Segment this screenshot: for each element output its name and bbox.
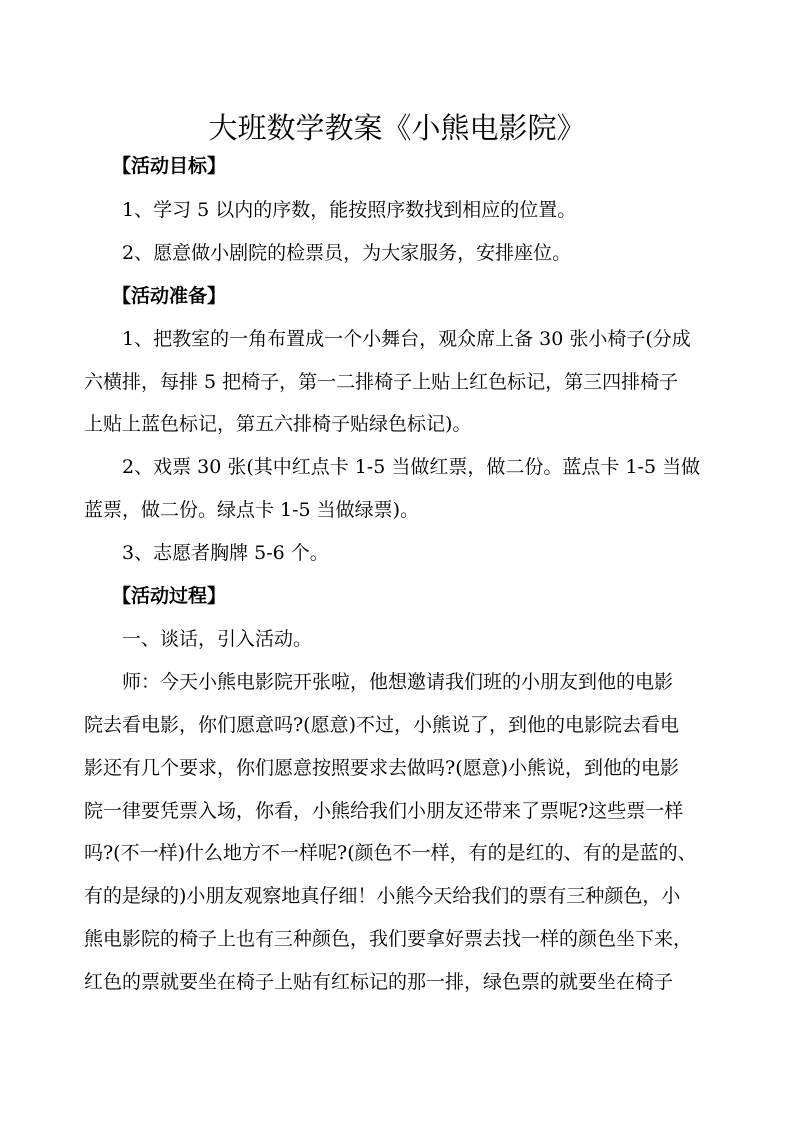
process-paragraph-line-5: 吗?(不一样)什么地方不一样呢?(颜色不一样，有的是红的、有的是蓝的、 [84, 842, 697, 864]
prep-item-1-line-3: 上贴上蓝色标记，第五六排椅子贴绿色标记)。 [84, 413, 472, 435]
document-title: 大班数学教案《小熊电影院》 [208, 111, 586, 145]
prep-item-2-line-2: 蓝票，做二份。绿点卡 1-5 当做绿票)。 [84, 499, 420, 521]
process-paragraph-line-3: 影还有几个要求，你们愿意按照要求去做吗?(愿意)小熊说，到他的电影 [84, 757, 680, 779]
section-heading-prep: 【活动准备】 [112, 285, 227, 307]
process-paragraph-line-8: 红色的票就要坐在椅子上贴有红标记的那一排，绿色票的就要坐在椅子 [84, 971, 674, 993]
process-paragraph-line-6: 有的是绿的)小朋友观察地真仔细！小熊今天给我们的票有三种颜色，小 [84, 885, 681, 907]
goal-item-1: 1、学习 5 以内的序数，能按照序数找到相应的位置。 [122, 199, 577, 221]
process-paragraph-line-1: 师：今天小熊电影院开张啦，他想邀请我们班的小朋友到他的电影 [122, 671, 674, 693]
prep-item-1-line-1: 1、把教室的一角布置成一个小舞台，观众席上备 30 张小椅子(分成 [122, 328, 691, 350]
process-paragraph-line-2: 院去看电影，你们愿意吗?(愿意)不过，小熊说了，到他的电影院去看电 [84, 714, 680, 736]
section-heading-goals: 【活动目标】 [112, 155, 227, 177]
section-heading-process: 【活动过程】 [112, 585, 227, 607]
prep-item-1-line-2: 六横排，每排 5 把椅子，第一二排椅子上贴上红色标记，第三四排椅子 [84, 371, 679, 393]
process-step-1: 一、谈话，引入活动。 [122, 628, 313, 650]
prep-item-3: 3、志愿者胸牌 5-6 个。 [122, 542, 329, 564]
process-paragraph-line-4: 院一律要凭票入场，你看，小熊给我们小朋友还带来了票呢?这些票一样 [84, 800, 684, 822]
prep-item-2-line-1: 2、戏票 30 张(其中红点卡 1-5 当做红票，做二份。蓝点卡 1-5 当做 [122, 456, 701, 478]
process-paragraph-line-7: 熊电影院的椅子上也有三种颜色，我们要拿好票去找一样的颜色坐下来， [84, 928, 693, 950]
goal-item-2: 2、愿意做小剧院的检票员，为大家服务，安排座位。 [122, 242, 572, 264]
